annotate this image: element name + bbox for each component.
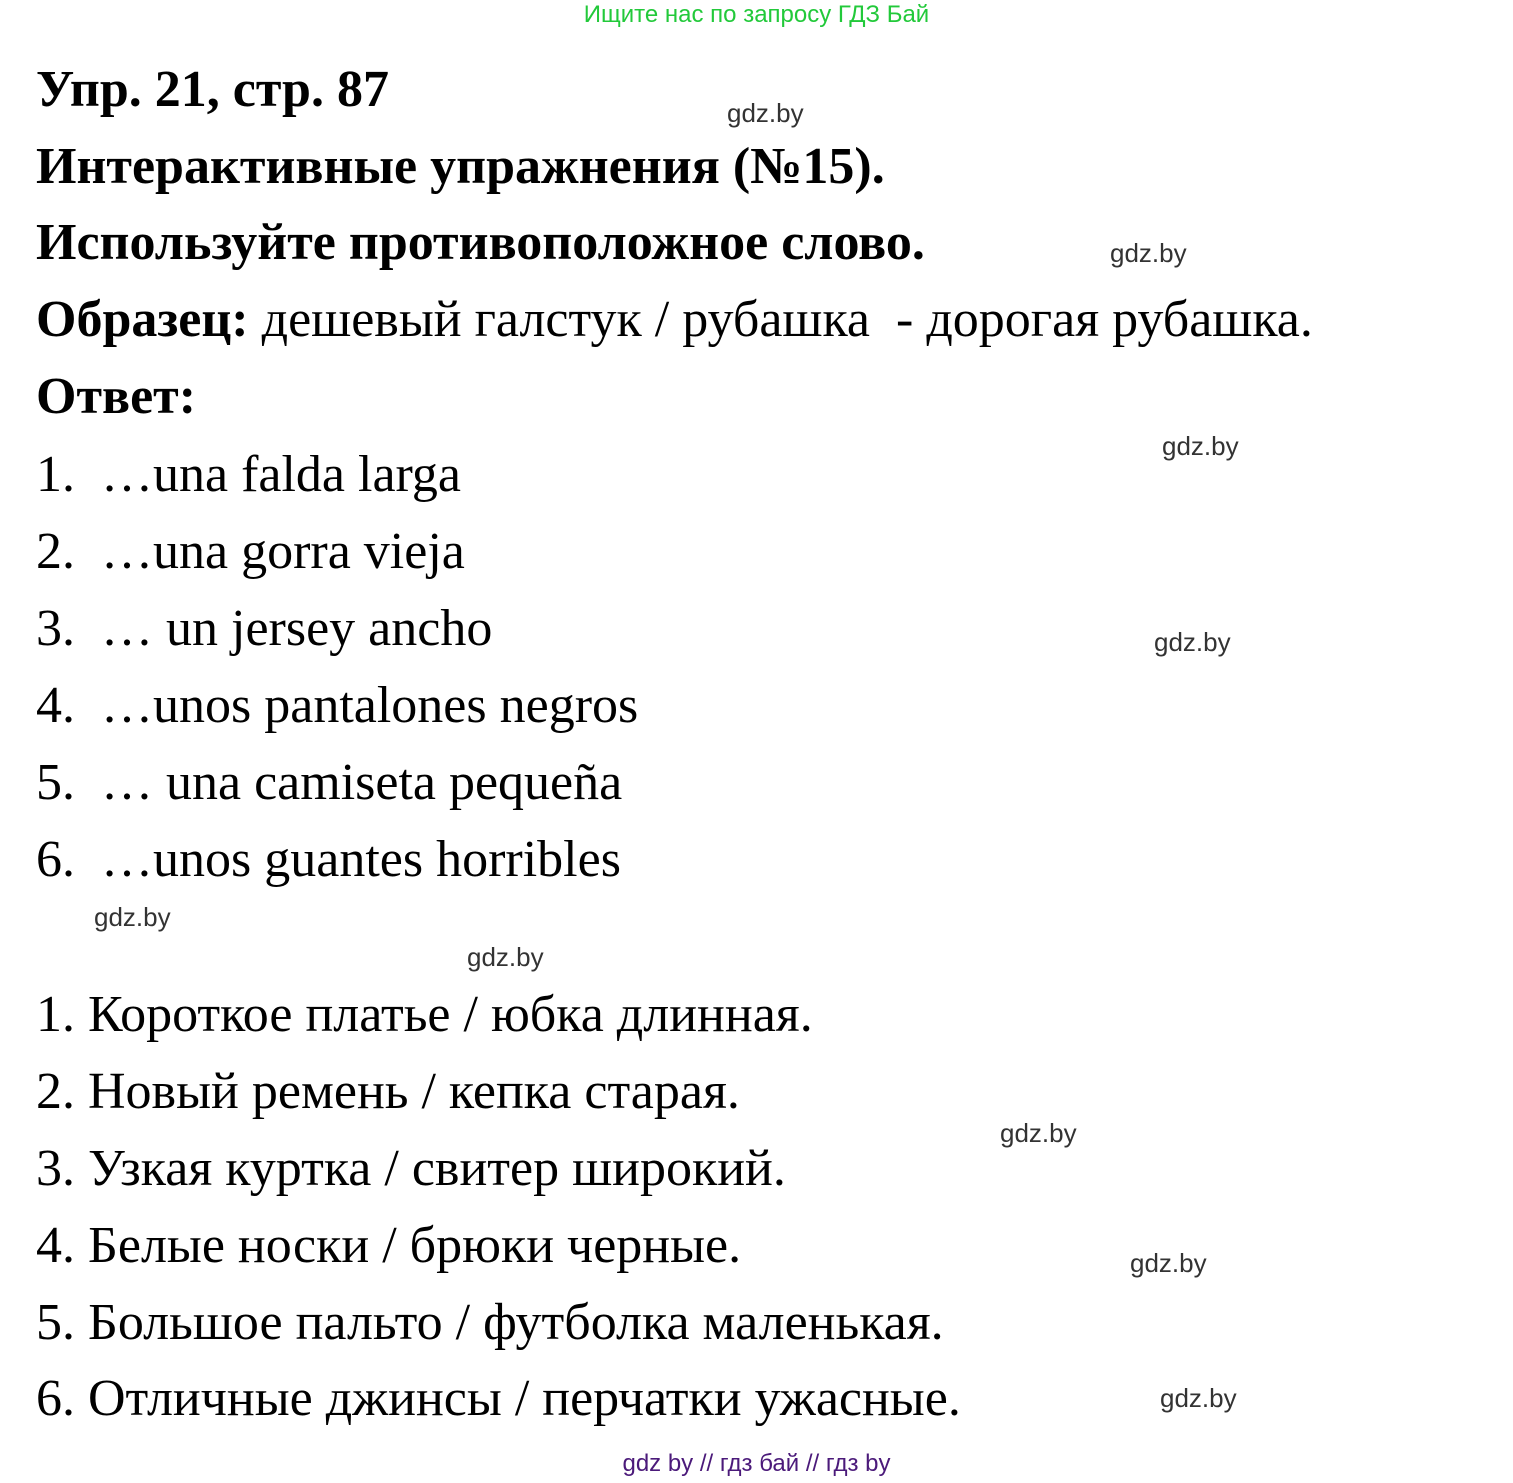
page-title: Упр. 21, стр. 87: [36, 61, 389, 118]
russian-answer: 1. Короткое платье / юбка длинная.: [36, 986, 813, 1043]
spanish-answer: 5. … una camiseta pequeña: [36, 754, 623, 811]
example-label: Образец:: [36, 291, 249, 348]
spanish-answer: 6. …unos guantes horribles: [36, 831, 621, 888]
answer-label: Ответ:: [36, 368, 197, 425]
bottom-banner: gdz by // гдз бай // гдз by: [622, 1450, 891, 1477]
spanish-answer: 2. …una gorra vieja: [36, 523, 465, 580]
watermark: gdz.by: [94, 902, 171, 932]
spanish-answer: 4. …unos pantalones negros: [36, 677, 639, 734]
russian-answer: 3. Узкая куртка / свитер широкий.: [36, 1140, 786, 1197]
top-banner: Ищите нас по запросу ГДЗ Бай: [583, 1, 930, 28]
watermark: gdz.by: [1130, 1248, 1207, 1278]
watermark: gdz.by: [467, 942, 544, 972]
russian-answer: 6. Отличные джинсы / перчатки ужасные.: [36, 1370, 961, 1427]
instruction: Используйте противоположное слово.: [36, 214, 925, 271]
russian-answer: 5. Большое пальто / футболка маленькая.: [36, 1294, 944, 1351]
example-text: дешевый галстук / рубашка - дорогая рубашка.: [248, 291, 1313, 348]
watermark: gdz.by: [1000, 1118, 1077, 1148]
watermark: gdz.by: [727, 98, 804, 128]
exercise-subtitle: Интерактивные упражнения (№15).: [36, 138, 885, 195]
spanish-answer: 1. …una falda larga: [36, 446, 461, 503]
russian-answer: 2. Новый ремень / кепка старая.: [36, 1063, 740, 1120]
watermark: gdz.by: [1110, 238, 1187, 268]
spanish-answer: 3. … un jersey ancho: [36, 600, 493, 657]
watermark: gdz.by: [1162, 431, 1239, 461]
example-line: [36, 291, 1313, 348]
russian-answer: 4. Белые носки / брюки черные.: [36, 1217, 742, 1274]
watermark: gdz.by: [1154, 627, 1231, 657]
watermark: gdz.by: [1160, 1383, 1237, 1413]
